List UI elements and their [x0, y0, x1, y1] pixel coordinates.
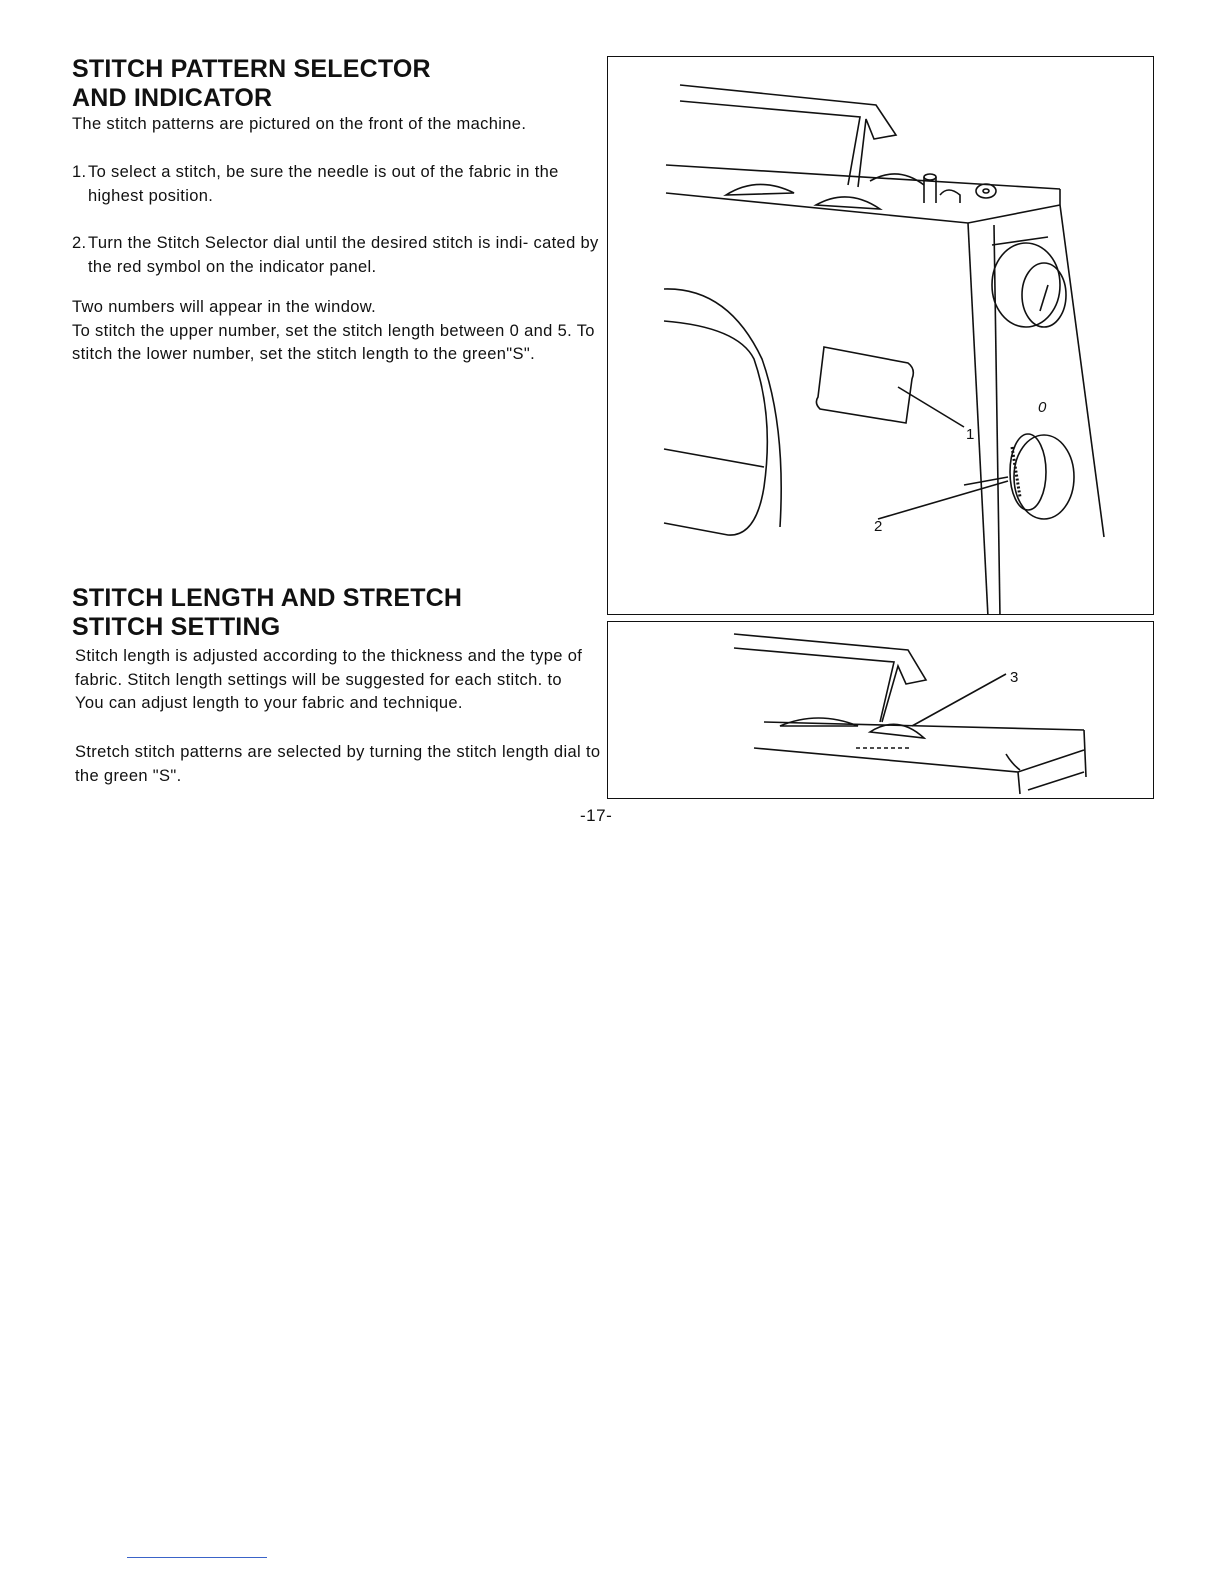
dial-mark: 0 — [1038, 399, 1047, 416]
callout-label-3: 3 — [1010, 669, 1019, 686]
step-number: 1. — [72, 163, 87, 181]
heading-line-1: STITCH PATTERN SELECTOR — [72, 55, 431, 83]
step-2 — [72, 232, 608, 279]
heading-line-1: STITCH LENGTH AND STRETCH — [72, 584, 463, 612]
page-number: -17- — [580, 806, 613, 825]
callout-label-1: 1 — [966, 426, 975, 443]
machine-illustration — [608, 57, 1153, 614]
stretch-stitch-text: Stretch stitch patterns are selected by turning the stitch length dial to the green "S". — [75, 743, 601, 785]
heading-stitch-length — [72, 584, 462, 642]
stitch-length-text: Stitch length is adjusted according to the thickness and the type of fabric. Stitch length settings will be suggested for each stitch. to You can adjust length to your fabric and technique. — [75, 647, 583, 712]
intro-text: The stitch patterns are pictured on the front of the machine. — [72, 115, 527, 133]
step-text: Turn the Stitch Selector dial until the desired stitch is indi- cated by the red symbol on the indicator panel. — [88, 234, 599, 276]
step-1 — [72, 161, 608, 208]
length-dial-illustration — [608, 622, 1153, 798]
callout-label-2: 2 — [874, 518, 883, 535]
figure-stitch-length — [607, 621, 1154, 799]
note-line-2: To stitch the upper number, set the stitch length between 0 and 5. To stitch the lower number, set the stitch length to the green"S". — [72, 321, 595, 363]
window-note — [72, 296, 602, 367]
note-line-1: Two numbers will appear in the window. — [72, 298, 377, 316]
figure-stitch-selector — [607, 56, 1154, 615]
heading-line-2: STITCH SETTING — [72, 613, 281, 641]
footer-rule — [127, 1557, 267, 1558]
heading-stitch-pattern-selector — [72, 55, 431, 113]
heading-line-2: AND INDICATOR — [72, 84, 273, 112]
step-text: To select a stitch, be sure the needle is out of the fabric in the highest position. — [88, 163, 559, 205]
step-number: 2. — [72, 234, 87, 252]
